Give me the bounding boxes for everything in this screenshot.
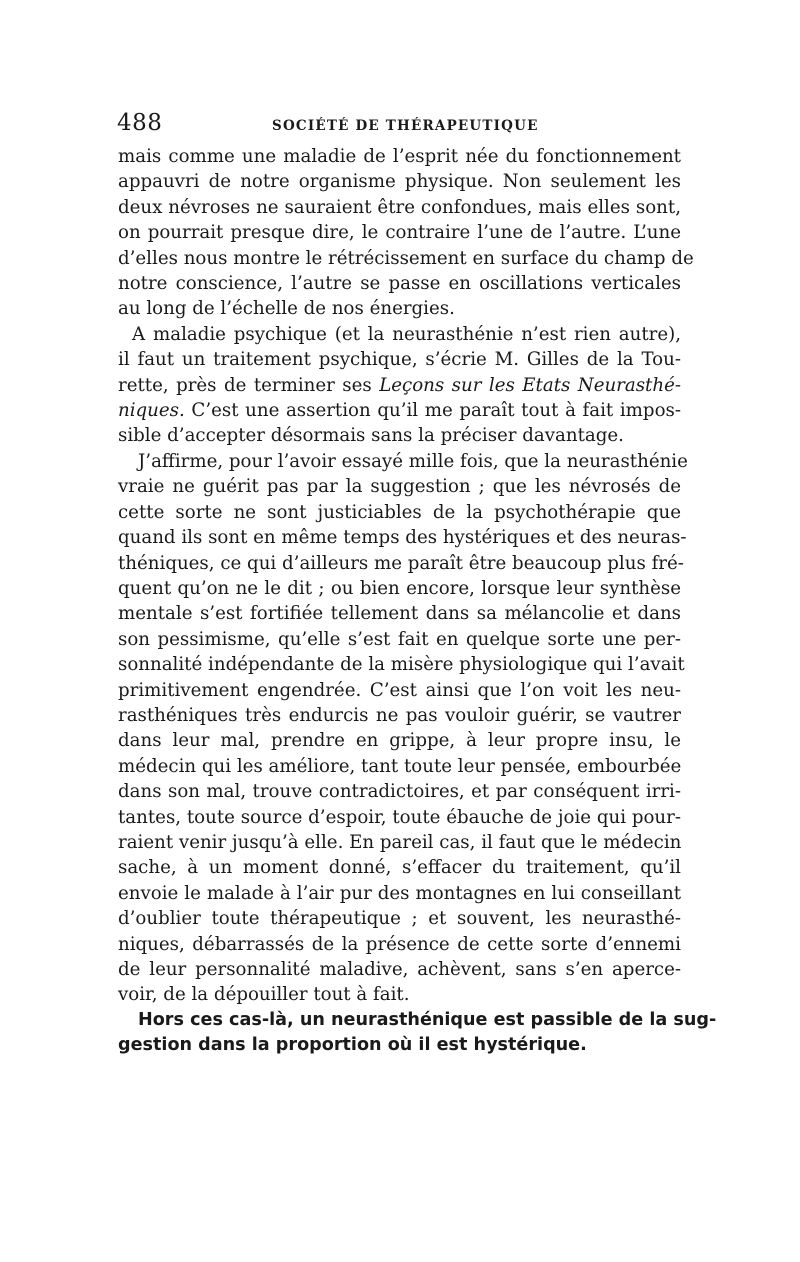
text-line: primitivement engendrée. C’est ainsi que l’on voit les neu- xyxy=(118,679,681,701)
text-line: voir, de la dépouiller tout à fait. xyxy=(118,984,410,1006)
text-line: tantes, toute source d’espoir, toute ébauche de joie qui pour- xyxy=(118,806,681,828)
text-line: sible d’accepter désormais sans la préciser davantage. xyxy=(118,425,624,447)
text-line: sache, à un moment donné, s’effacer du traitement, qu’il xyxy=(118,857,681,879)
text-line: rasthéniques très endurcis ne pas vouloir guérir, se vautrer xyxy=(118,704,681,726)
text-line: envoie le malade à l’air pur des montagnes en lui conseillant xyxy=(118,882,681,904)
text-line: on pourrait presque dire, le contraire l’une de l’autre. L’une xyxy=(118,222,681,244)
text-line: quent qu’on ne le dit ; ou bien encore, lorsque leur synthèse xyxy=(118,577,681,599)
text-line: de leur personnalité maladive, achèvent, sans s’en aperce- xyxy=(118,959,681,980)
page-header xyxy=(117,110,681,140)
paragraph-2 xyxy=(118,322,681,449)
text-line: mais comme une maladie de l’esprit née du fonctionnement xyxy=(118,146,681,167)
text-line: d’elles nous montre le rétrécissement en surface du champ de xyxy=(118,247,694,269)
italic-title: Leçons sur les Etats Neurasthé- xyxy=(379,374,681,396)
text-line: il faut un traitement psychique, s’écrie M. Gilles de la Tou- xyxy=(118,349,681,371)
text-line: J’affirme, pour l’avoir essayé mille fois, que la neurasthénie xyxy=(138,450,688,472)
text-line: vraie ne guérit pas par la suggestion ; que les névrosés de xyxy=(118,476,681,498)
text-line: deux névroses ne sauraient être confondues, mais elles sont, xyxy=(118,196,681,218)
text-line: au long de l’échelle de nos énergies. xyxy=(118,298,455,320)
text-line-with-title xyxy=(118,398,681,423)
text-segment: C’est une assertion qu’il me paraît tout à fait impos- xyxy=(191,400,681,422)
paragraph-3 xyxy=(118,449,688,1008)
paragraph-1 xyxy=(118,144,694,322)
text-line: dans son mal, trouve contradictoires, et par conséquent irri- xyxy=(118,781,681,803)
text-line: sonnalité indépendante de la misère physiologique qui l’avait xyxy=(118,654,685,676)
text-line: gestion dans la proportion où il est hystérique. xyxy=(118,1035,587,1056)
text-line: d’oublier toute thérapeutique ; et souvent, les neurasthé- xyxy=(118,908,681,930)
text-line: cette sorte ne sont justiciables de la psychothérapie que xyxy=(118,501,681,523)
text-line: appauvri de notre organisme physique. Non seulement les xyxy=(118,171,681,193)
text-line: A maladie psychique (et la neurasthénie n’est rien autre), xyxy=(132,323,681,345)
text-line: son pessimisme, qu’elle s’est fait en quelque sorte une per- xyxy=(118,628,681,650)
text-line: notre conscience, l’autre se passe en oscillations verticales xyxy=(118,273,681,295)
running-head: SOCIÉTÉ DE THÉRAPEUTIQUE xyxy=(272,118,539,134)
text-line: médecin qui les améliore, tant toute leur pensée, embourbée xyxy=(118,755,682,777)
text-line: quand ils sont en même temps des hystériques et des neuras- xyxy=(118,527,687,549)
text-line: Hors ces cas-là, un neurasthénique est passible de la sug- xyxy=(138,1009,717,1030)
text-line: dans leur mal, prendre en grippe, à leur propre insu, le xyxy=(118,730,681,752)
text-line: mentale s’est fortifiée tellement dans sa mélancolie et dans xyxy=(118,603,681,625)
italic-title-end: niques. xyxy=(118,400,185,422)
text-line: théniques, ce qui d’ailleurs me paraît être beaucoup plus fré- xyxy=(118,552,684,574)
body-text xyxy=(118,144,717,1059)
text-line: raient venir jusqu’à elle. En pareil cas, il faut que le médecin xyxy=(118,831,682,853)
paragraph-4 xyxy=(118,1008,717,1059)
page-number: 488 xyxy=(117,110,163,136)
text-line-with-title xyxy=(118,373,681,398)
text-segment: rette, près de terminer ses xyxy=(118,374,372,396)
text-line: niques, débarrassés de la présence de cette sorte d’ennemi xyxy=(118,933,681,955)
